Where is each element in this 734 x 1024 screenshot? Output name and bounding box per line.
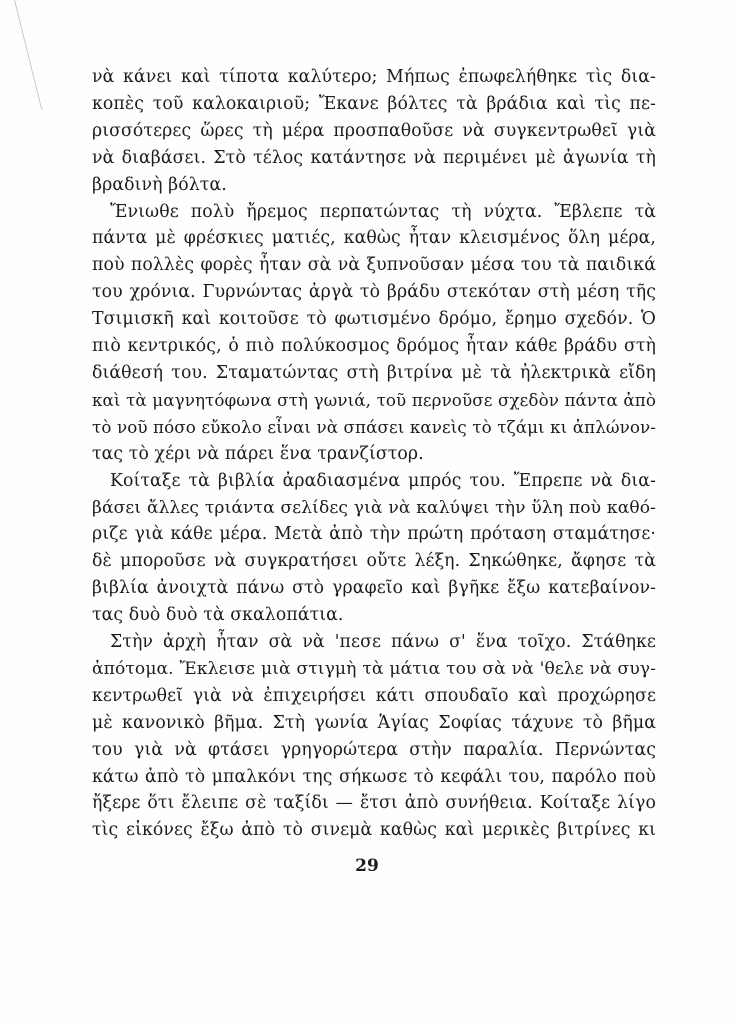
- text-line: δὲ μποροῦσε νὰ συγκρατήσει οὔτε λέξη. Σηκώθηκε, ἄφησε τὰ: [92, 551, 656, 572]
- scan-edge-shadow: [0, 0, 42, 110]
- text-line: Ἔνιωθε πολὺ ἤρεμος περπατώντας τὴ νύχτα. Ἔβλεπε τὰ: [110, 201, 656, 222]
- text-line: τας δυὸ δυὸ τὰ σκαλοπάτια.: [92, 605, 344, 626]
- text-line: νὰ κάνει καὶ τίποτα καλύτερο; Μήπως ἐπωφελήθηκε τὶς δια-: [92, 67, 656, 87]
- text-line: ριζε γιὰ κάθε μέρα. Μετὰ ἀπὸ τὴν πρώτη πρόταση σταμάτησε·: [92, 524, 656, 545]
- text-line: καὶ τὰ μαγνητόφωνα στὴ γωνιά, τοῦ περνοῦσε σχεδὸν πάντα ἀπὸ: [92, 389, 656, 410]
- text-line: ποὺ πολλὲς φορὲς ἦταν σὰ νὰ ξυπνοῦσαν μέσα του τὰ παιδικά: [92, 255, 656, 276]
- text-line: κοπὲς τοῦ καλοκαιριοῦ; Ἔκανε βόλτες τὰ βράδια καὶ τὶς πε-: [92, 93, 656, 114]
- text-line: πιὸ κεντρικός, ὁ πιὸ πολύκοσμος δρόμος ἦταν κάθε βράδυ στὴ: [92, 336, 656, 357]
- text-line: βιβλία ἀνοιχτὰ πάνω στὸ γραφεῖο καὶ βγῆκε ἔξω κατεβαίνον-: [92, 578, 656, 599]
- text-line: πάντα μὲ φρέσκιες ματιές, καθὼς ἦταν κλεισμένος ὅλη μέρα,: [92, 228, 656, 249]
- page-number: 29: [355, 856, 379, 876]
- text-line: διάθεσή του. Σταματώντας στὴ βιτρίνα μὲ τὰ ἠλεκτρικὰ εἴδη: [92, 362, 656, 383]
- text-line: τας τὸ χέρι νὰ πάρει ἕνα τρανζίστορ.: [92, 443, 424, 464]
- text-line: ρισσότερες ὥρες τὴ μέρα προσπαθοῦσε νὰ συγκεντρωθεῖ γιὰ: [92, 120, 656, 141]
- text-line: Στὴν ἀρχὴ ἦταν σὰ νὰ 'πεσε πάνω σ' ἕνα τοῖχο. Στάθηκε: [110, 632, 656, 653]
- text-line: νὰ διαβάσει. Στὸ τέλος κατάντησε νὰ περιμένει μὲ ἀγωνία τὴ: [92, 147, 656, 168]
- text-line: τὶς εἰκόνες ἔξω ἀπὸ τὸ σινεμὰ καθὼς καὶ μερικὲς βιτρίνες κι: [92, 820, 656, 841]
- text-line: του γιὰ νὰ φτάσει γρηγορώτερα στὴν παραλία. Περνώντας: [92, 739, 656, 760]
- text-line: βάσει ἄλλες τριάντα σελίδες γιὰ νὰ καλύψει τὴν ὕλη ποὺ καθό-: [92, 497, 656, 518]
- text-line: Κοίταξε τὰ βιβλία ἀραδιασμένα μπρός του. Ἔπρεπε νὰ δια-: [110, 470, 656, 491]
- text-line: βραδινὴ βόλτα.: [92, 174, 227, 195]
- text-line: Τσιμισκῆ καὶ κοιτοῦσε τὸ φωτισμένο δρόμο, ἔρημο σχεδόν. Ὁ: [92, 309, 656, 330]
- text-line: τὸ νοῦ πόσο εὔκολο εἶναι νὰ σπάσει κανεὶς τὸ τζάμι κι ἁπλώνον-: [92, 416, 656, 437]
- body-text: [92, 64, 656, 844]
- text-line: ἀπότομα. Ἔκλεισε μιὰ στιγμὴ τὰ μάτια του σὰ νὰ 'θελε νὰ συγ-: [92, 658, 656, 679]
- text-line: κεντρωθεῖ γιὰ νὰ ἐπιχειρήσει κάτι σπουδαῖο καὶ προχώρησε: [92, 685, 656, 706]
- text-line: ἤξερε ὅτι ἔλειπε σὲ ταξίδι — ἔτσι ἀπὸ συνήθεια. Κοίταξε λίγο: [92, 793, 656, 814]
- text-line: κάτω ἀπὸ τὸ μπαλκόνι της σήκωσε τὸ κεφάλι του, παρόλο ποὺ: [92, 766, 656, 787]
- text-line: του χρόνια. Γυρνώντας ἀργὰ τὸ βράδυ στεκόταν στὴ μέση τῆς: [92, 282, 656, 303]
- text-line: μὲ κανονικὸ βῆμα. Στὴ γωνία Ἁγίας Σοφίας τάχυνε τὸ βῆμα: [92, 712, 656, 733]
